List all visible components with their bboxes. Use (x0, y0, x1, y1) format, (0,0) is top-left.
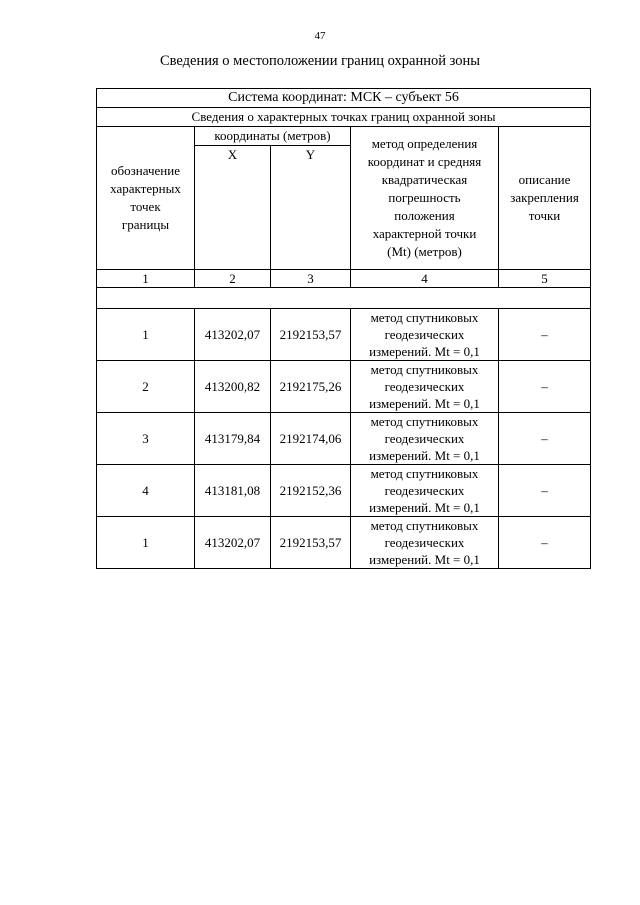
page-number: 47 (314, 30, 326, 42)
point-description: – (499, 413, 591, 465)
table-row (97, 413, 591, 465)
table-row (97, 465, 591, 517)
table-row (97, 309, 591, 361)
boundary-points-table (96, 88, 591, 569)
description-header (499, 127, 591, 270)
y-coordinate: 2192174,06 (271, 413, 351, 465)
method-line: геодезических (384, 379, 465, 394)
boundary-points-info-header: Сведения о характерных точках границ охранной зоны (97, 108, 591, 127)
x-coordinate: 413200,82 (195, 361, 271, 413)
document-title: Сведения о местоположении границ охранной зоны (159, 53, 480, 69)
y-header: Y (271, 146, 351, 270)
description-header-line: закрепления (510, 190, 579, 205)
designation-header (97, 127, 195, 270)
point-description: – (499, 309, 591, 361)
y-coordinate: 2192175,26 (271, 361, 351, 413)
column-number: 1 (97, 270, 195, 288)
method-cell (351, 361, 499, 413)
empty-separator-row (97, 288, 591, 309)
point-description: – (499, 361, 591, 413)
method-header-line: положения (394, 208, 455, 223)
method-header-line: координат и средняя (367, 154, 482, 169)
method-line: геодезических (384, 327, 465, 342)
y-coordinate: 2192153,57 (271, 517, 351, 569)
designation-header-line: характерных (110, 181, 181, 196)
column-number: 5 (499, 270, 591, 288)
coordinates-header: координаты (метров) (195, 127, 351, 146)
point-description: – (499, 517, 591, 569)
method-line: метод спутниковых (370, 466, 479, 481)
method-cell (351, 309, 499, 361)
x-coordinate: 413202,07 (195, 517, 271, 569)
method-line: метод спутниковых (370, 362, 479, 377)
designation-header-line: точек (130, 199, 161, 214)
table-row (97, 361, 591, 413)
method-line: измерений. Mt = 0,1 (369, 500, 480, 515)
method-line: измерений. Mt = 0,1 (369, 396, 480, 411)
method-line: геодезических (384, 431, 465, 446)
column-number: 2 (195, 270, 271, 288)
designation-header-line: обозначение (111, 163, 180, 178)
point-number: 2 (97, 361, 195, 413)
description-header-line: точки (528, 208, 561, 223)
method-header-line: квадратическая (381, 172, 468, 187)
x-coordinate: 413181,08 (195, 465, 271, 517)
description-header-line: описание (518, 172, 571, 187)
x-coordinate: 413179,84 (195, 413, 271, 465)
method-header-line: метод определения (371, 136, 478, 151)
method-line: измерений. Mt = 0,1 (369, 552, 480, 567)
method-header-line: (Mt) (метров) (387, 244, 462, 259)
x-coordinate: 413202,07 (195, 309, 271, 361)
y-coordinate: 2192152,36 (271, 465, 351, 517)
y-coordinate: 2192153,57 (271, 309, 351, 361)
coordinate-system-header: Система координат: МСК – субъект 56 (97, 89, 591, 108)
table-row (97, 517, 591, 569)
method-cell (351, 465, 499, 517)
method-line: измерений. Mt = 0,1 (369, 448, 480, 463)
method-line: метод спутниковых (370, 414, 479, 429)
method-line: геодезических (384, 535, 465, 550)
point-description: – (499, 465, 591, 517)
column-number: 4 (351, 270, 499, 288)
x-header: X (195, 146, 271, 270)
point-number: 3 (97, 413, 195, 465)
method-header-line: погрешность (388, 190, 461, 205)
point-number: 4 (97, 465, 195, 517)
point-number: 1 (97, 517, 195, 569)
method-line: геодезических (384, 483, 465, 498)
method-cell (351, 517, 499, 569)
method-line: метод спутниковых (370, 518, 479, 533)
method-header (351, 127, 499, 270)
designation-header-line: границы (121, 217, 170, 232)
point-number: 1 (97, 309, 195, 361)
method-line: метод спутниковых (370, 310, 479, 325)
method-header-line: характерной точки (372, 226, 477, 241)
method-cell (351, 413, 499, 465)
column-number: 3 (271, 270, 351, 288)
method-line: измерений. Mt = 0,1 (369, 344, 480, 359)
